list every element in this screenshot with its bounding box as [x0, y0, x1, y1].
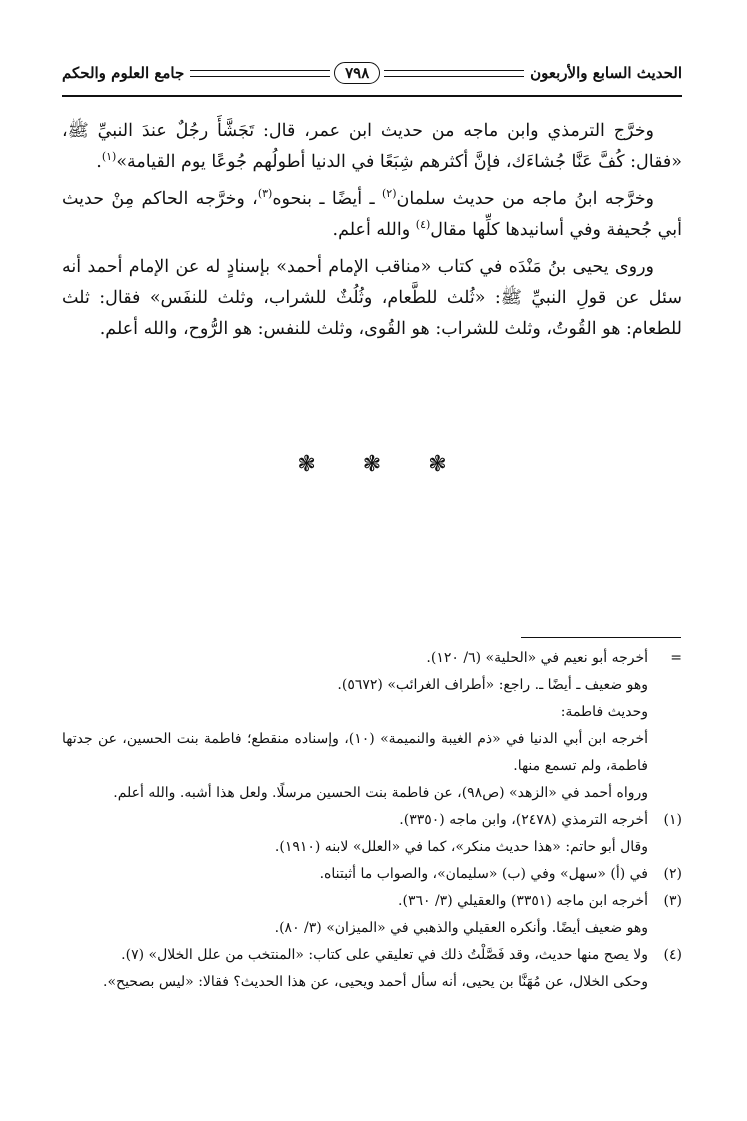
footnote-2: [62, 861, 682, 888]
footnote-mark: (٤): [663, 947, 682, 963]
paragraph-3: وروى يحيى بنُ مَنْدَه في كتاب «مناقب الإمام أحمد» بإسنادٍ له عن الإمام أحمد أنه سئل عن قولِ النبيِّ ﷺ: «ثُلث للطَّعام، وثُلُثٌ للشراب، وثلث للنفَس» فقال: ثلث للطعام: هو القُوتُ، وثلث للشراب: هو القُوى، وثلث للنفس: هو الرُّوح، والله أعلم.: [62, 257, 682, 339]
footnote-line: ورواه أحمد في «الزهد» (ص٩٨)، عن فاطمة بنت الحسين مرسلًا. ولعل هذا أشبه. والله أعلم.: [113, 785, 648, 801]
paragraph-1: وخرَّج الترمذي وابن ماجه من حديث ابن عمر، قال: تَجَشَّأَ رجُلٌ عندَ النبيِّ ﷺ، «فقال: كُفَّ عَنَّا جُشاءَك، فإنَّ أكثرهم شِبَعًا في الدنيا أطولُهم جُوعًا يوم القيامة»$^{(١)}$.: [62, 121, 682, 172]
paragraph-2: وخرَّجه ابنُ ماجه من حديث سلمان$^{(٢)}$ ـ أيضًا ـ بنحوه$^{(٣)}$، وخرَّجه الحاكم مِنْ حديث أبي جُحيفة وفي أسانيدها كلِّها مقال$^{(٤)}$ والله أعلم.: [62, 187, 682, 240]
star-ornament-icon: ❃: [428, 452, 447, 477]
footnote-line: أخرجه الترمذي (٢٤٧٨)، وابن ماجه (٣٣٥٠).: [399, 812, 648, 828]
main-text: [62, 116, 682, 351]
header-double-rule-left: [190, 70, 330, 77]
footnote-ref-4[interactable]: (٤): [415, 218, 431, 232]
footnote-mark: (٣): [663, 893, 682, 909]
footnote-ref-1[interactable]: (١): [101, 150, 117, 164]
footnote-line: وهو ضعيف ـ أيضًا ـ. راجع: «أطراف الغرائب» (٥٦٧٢).: [337, 677, 648, 693]
footnote-line: وحديث فاطمة:: [560, 704, 648, 720]
section-divider: [62, 452, 682, 477]
header-chapter-title: الحديث السابع والأربعون: [530, 64, 682, 82]
footnote-continuation: [62, 645, 682, 807]
footnote-3: [62, 888, 682, 942]
footnote-line: أخرجه أبو نعيم في «الحلية» (٦/ ١٢٠).: [426, 650, 648, 666]
footnotes: [62, 645, 682, 996]
footnote-line: أخرجه ابن ماجه (٣٣٥١) والعقيلي (٣/ ٣٦٠).: [398, 893, 648, 909]
footnote-mark: (١): [663, 812, 682, 828]
footnote-1: [62, 807, 682, 861]
header-book-title: جامع العلوم والحكم: [62, 64, 185, 82]
header-ornament: [190, 62, 524, 84]
footnote-ref-3[interactable]: (٣): [257, 187, 273, 201]
footnote-mark: (٢): [663, 866, 682, 882]
star-ornament-icon: ❃: [297, 452, 316, 477]
footnote-line: وقال أبو حاتم: «هذا حديث منكر»، كما في «العلل» لابنه (١٩١٠).: [274, 839, 648, 855]
running-header: [62, 56, 682, 90]
footnote-rule: [521, 637, 681, 638]
footnote-4: [62, 942, 682, 996]
header-double-rule-right: [384, 70, 524, 77]
footnote-line: أخرجه ابن أبي الدنيا في «ذم الغيبة والنميمة» (١٠)، وإسناده منقطع؛ فاطمة بنت الحسين، عن جدتها فاطمة، ولم تسمع منها.: [62, 731, 648, 774]
continuation-mark: =: [670, 650, 682, 666]
footnote-line: وهو ضعيف أيضًا. وأنكره العقيلي والذهبي في «الميزان» (٣/ ٨٠).: [274, 920, 648, 936]
page-number: ٧٩٨: [334, 62, 380, 84]
footnote-ref-2[interactable]: (٢): [382, 187, 397, 201]
footnote-line: وحكى الخلال، عن مُهَنَّا بن يحيى، أنه سأل أحمد ويحيى، عن هذا الحديث؟ فقالا: «ليس بصحيح».: [103, 974, 648, 990]
footnote-line: ولا يصح منها حديث، وقد فَصَّلْتُ ذلك في تعليقي على كتاب: «المنتخب من علل الخلال» (٧).: [121, 947, 648, 963]
header-rule: [62, 95, 682, 97]
star-ornament-icon: ❃: [362, 452, 382, 477]
footnote-line: في (أ) «سهل» وفي (ب) «سليمان»، والصواب ما أثبتناه.: [319, 866, 648, 882]
